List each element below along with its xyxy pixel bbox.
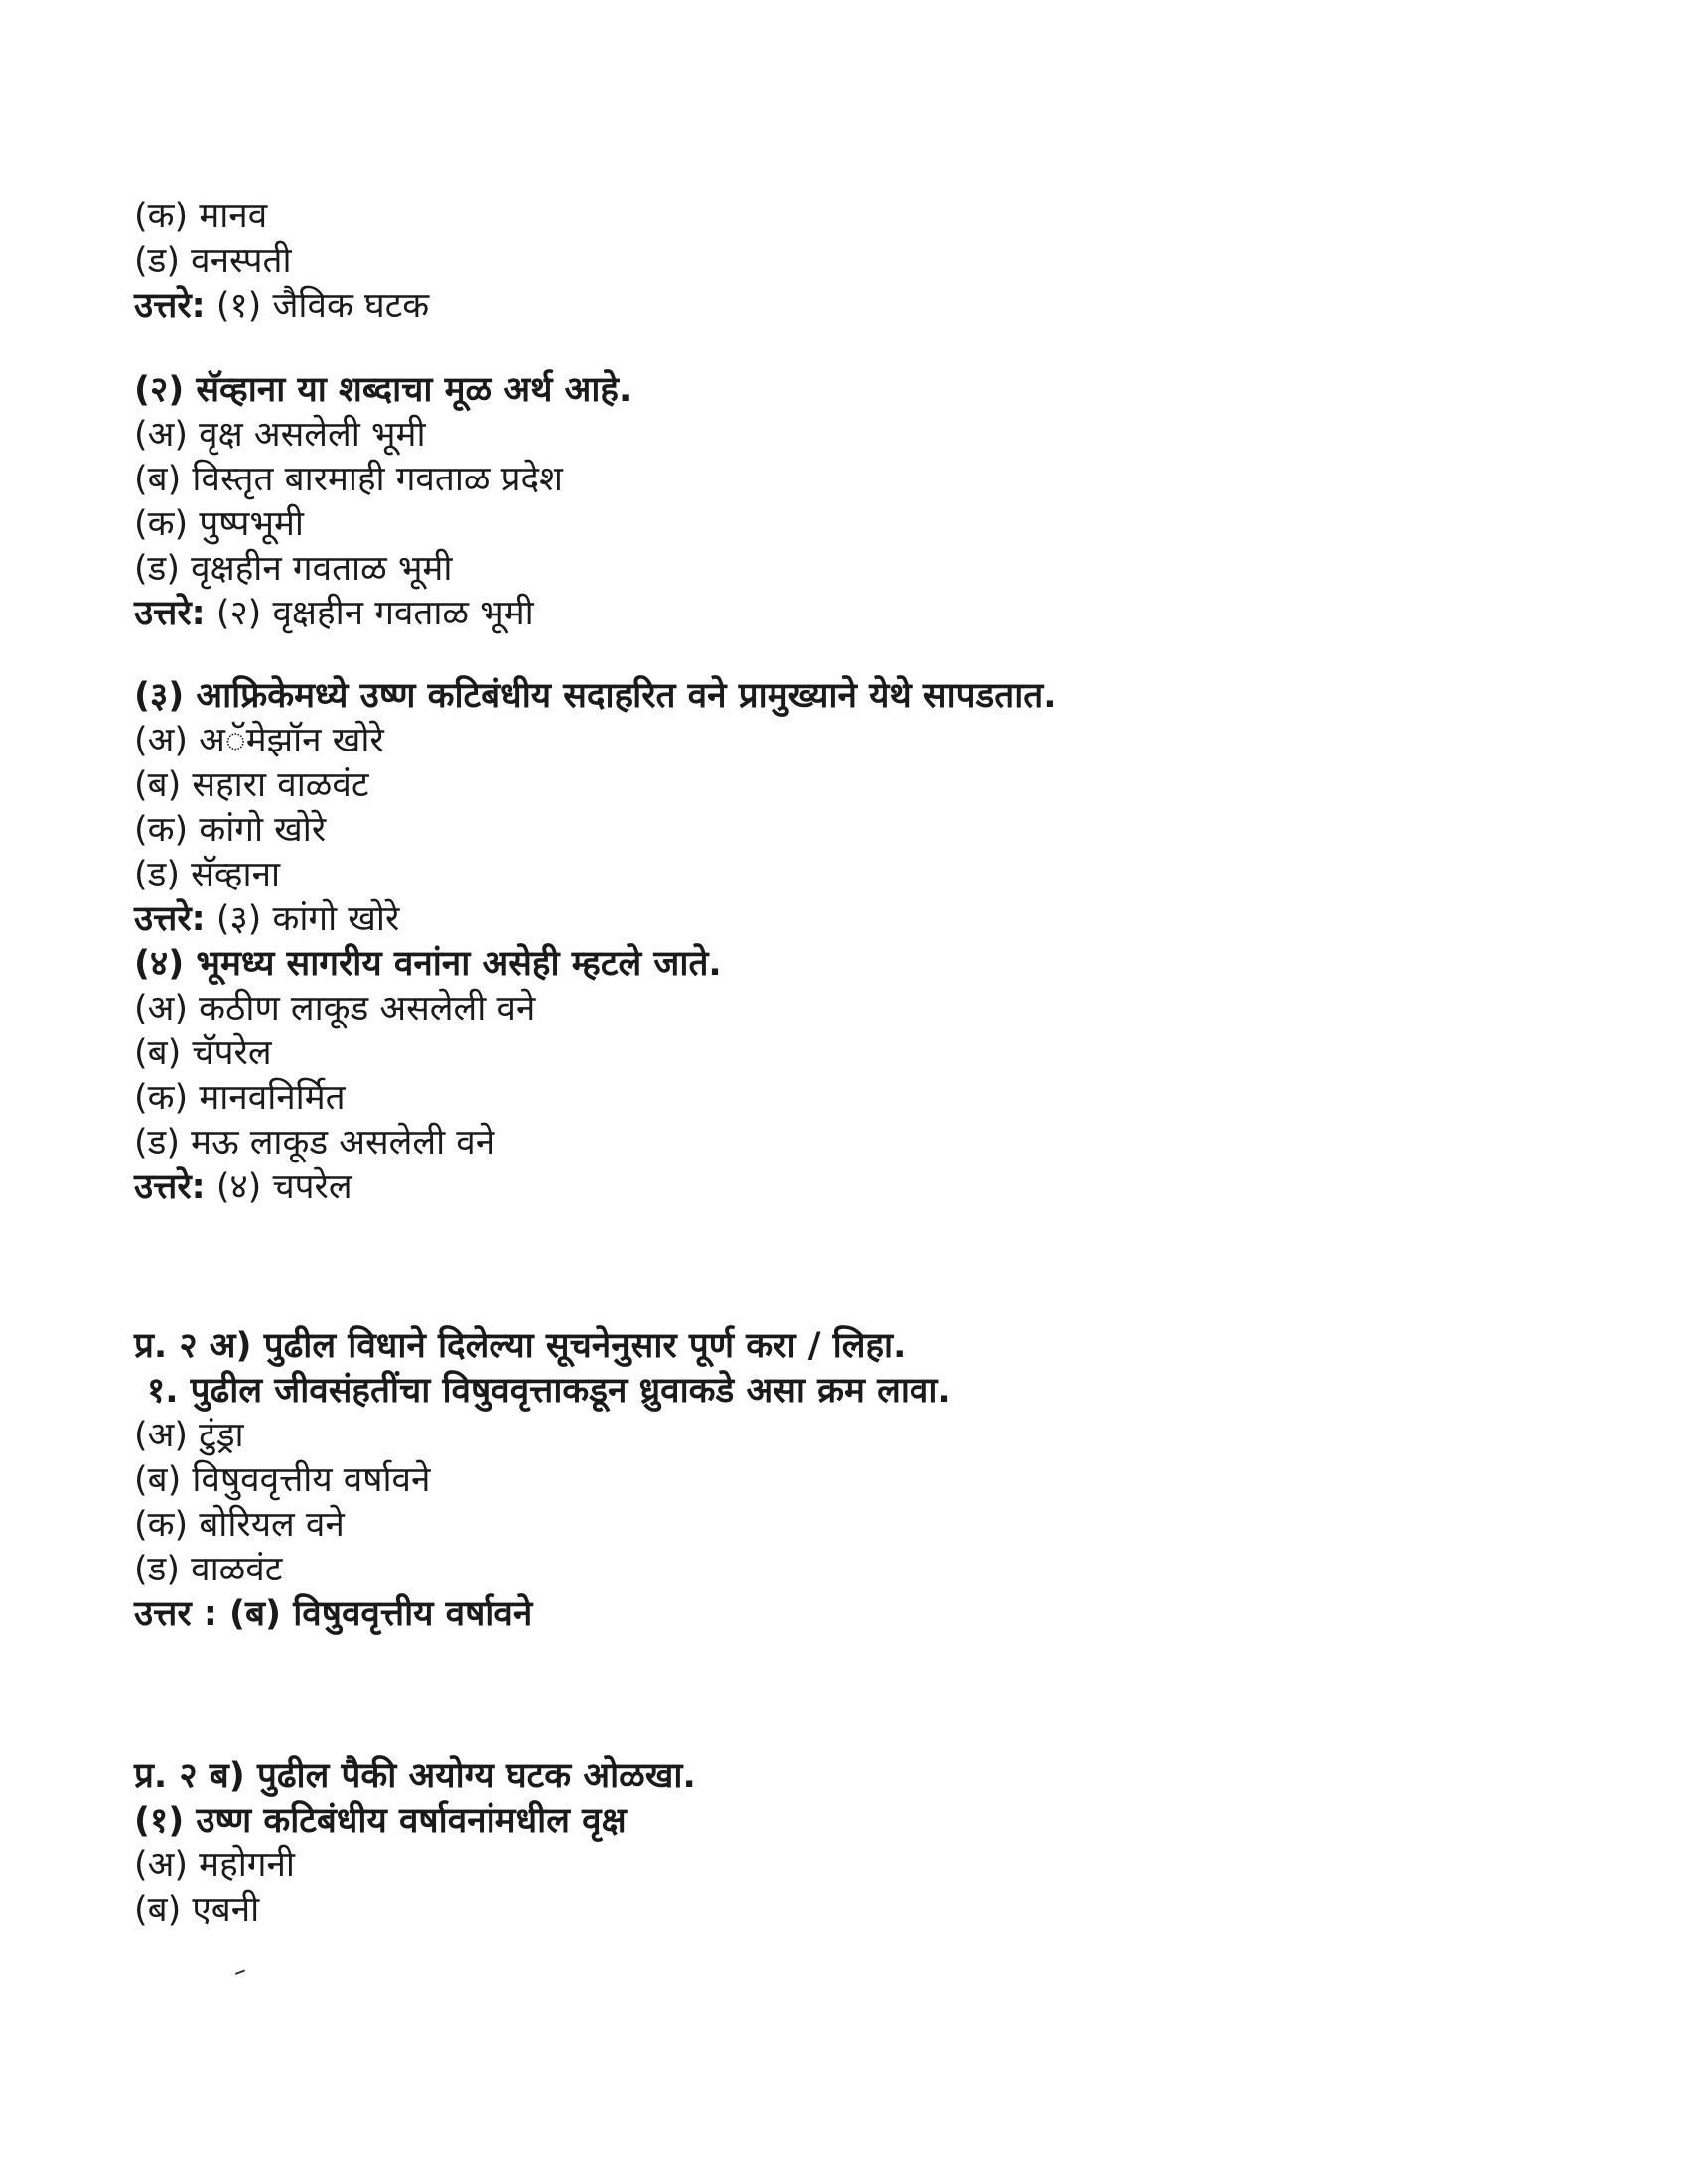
option-c: (क) मानव: [134, 197, 268, 236]
section-2a-heading: प्र. २ अ) पुढील विधाने दिलेल्या सूचनेनुसार पूर्ण करा / लिहा.: [134, 1326, 907, 1366]
option-c: (क) बोरियल वने: [134, 1505, 345, 1545]
option-a: (अ) अॅमेझॉन खोरे: [134, 721, 384, 760]
option-a: (अ) टुंड्रा: [134, 1416, 244, 1455]
question-2: (२) सॅव्हाना या शब्दाचा मूळ अर्थ आहे.: [134, 370, 633, 410]
option-c: (क) कांगो खोरे: [134, 810, 327, 850]
option-b: (ब) चॅपरेल: [134, 1033, 272, 1073]
section-2b-question: (१) उष्ण कटिबंधीय वर्षावनांमधील वृक्ष: [134, 1801, 627, 1841]
option-a: (अ) वृक्ष असलेली भूमी: [134, 415, 426, 455]
answer-line: [134, 284, 429, 329]
answer-label: उत्तरे:: [134, 594, 206, 633]
question-4: (४) भूमध्य सागरीय वनांना असेही म्हटले जाते.: [134, 944, 722, 984]
option-c: (क) मानवनिर्मित: [134, 1078, 346, 1118]
answer-line: [134, 592, 534, 636]
option-a: (अ) कठीण लाकूड असलेली वने: [134, 989, 536, 1028]
question-3: (३) आफ्रिकेमध्ये उष्ण कटिबंधीय सदाहरित वने प्रामुख्याने येथे सापडतात.: [134, 676, 1056, 716]
answer-text: (३) कांगो खोरे: [205, 899, 400, 939]
option-b: (ब) विषुववृत्तीय वर्षावने: [134, 1460, 431, 1500]
option-c: (क) पुष्पभूमी: [134, 504, 304, 544]
answer-line: [134, 1165, 352, 1210]
answer-label: उत्तरे:: [134, 286, 206, 326]
option-b: (ब) सहारा वाळवंट: [134, 765, 369, 805]
answer-text: (१) जैविक घटक: [205, 286, 430, 326]
answer-label: उत्तरे:: [134, 1167, 206, 1207]
option-d: (ड) मऊ लाकूड असलेली वने: [134, 1123, 495, 1162]
answer-text: (४) चपरेल: [205, 1167, 352, 1207]
section-2a-question: १. पुढील जीवसंहतींचा विषुववृत्ताकडून ध्रुवाकडे असा क्रम लावा.: [147, 1371, 951, 1411]
option-a: (अ) महोगनी: [134, 1845, 295, 1885]
option-b: (ब) विस्तृत बारमाही गवताळ प्रदेश: [134, 460, 563, 499]
option-d: (ड) वृक्षहीन गवताळ भूमी: [134, 549, 453, 589]
answer-text: (२) वृक्षहीन गवताळ भूमी: [205, 594, 534, 633]
option-d: (ड) वनस्पती: [134, 241, 292, 281]
option-b: (ब) एबनी: [134, 1890, 260, 1930]
answer-line: [134, 897, 399, 942]
section-2b-heading: प्र. २ ब) पुढील पैकी अयोग्य घटक ओळखा.: [134, 1756, 696, 1796]
option-d: (ड) सॅव्हाना: [134, 855, 281, 894]
option-d: (ड) वाळवंट: [134, 1550, 283, 1589]
answer-label: उत्तरे:: [134, 899, 206, 939]
scan-mark: [235, 1970, 247, 1980]
section-2a-answer: उत्तर : (ब) विषुववृत्तीय वर्षावने: [134, 1594, 533, 1634]
